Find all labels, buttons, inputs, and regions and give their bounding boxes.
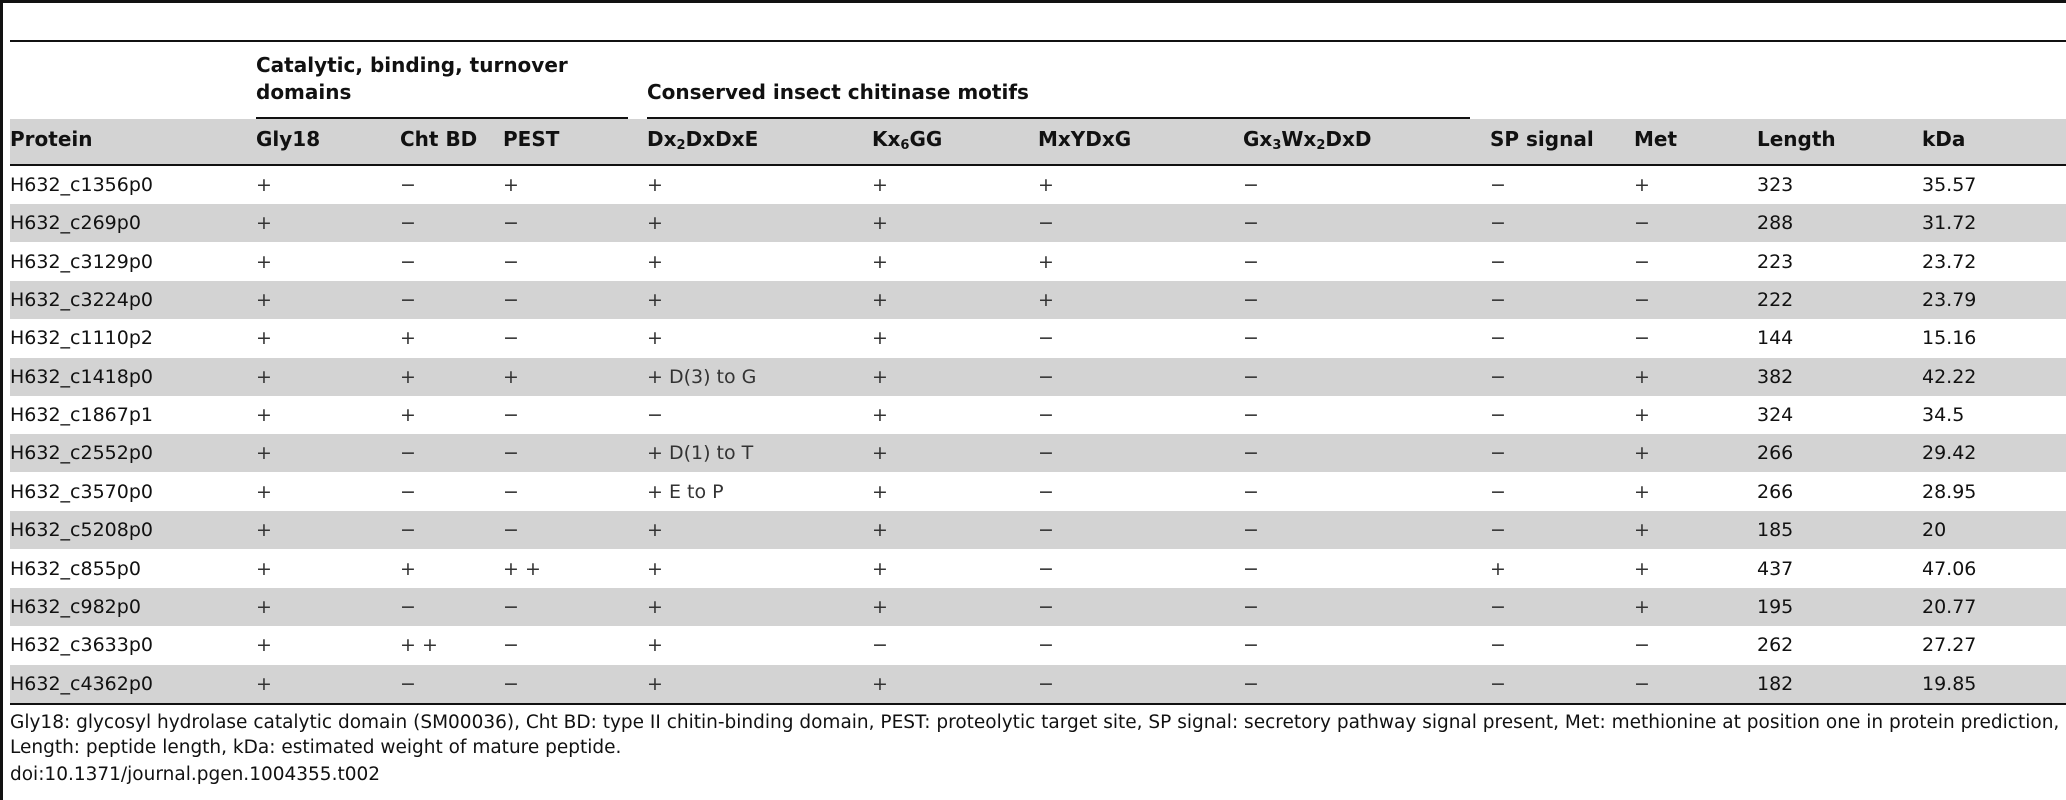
table-row <box>10 166 2066 204</box>
group-header-catalytic: Catalytic, binding, turnover domains <box>256 53 568 104</box>
cell-cht-bd: − <box>400 519 416 542</box>
cell-dx2dxdxe: + <box>647 557 663 580</box>
cell-sp-signal: − <box>1490 442 1506 465</box>
col-header-sp-signal: SP signal <box>1490 127 1594 151</box>
cell-kx6gg: + <box>872 595 888 618</box>
cell-dx2dxdxe: + <box>647 634 663 657</box>
cell-pest: − <box>503 289 519 312</box>
cell-protein: H632_c5208p0 <box>10 519 154 542</box>
table-bottom-rule <box>10 703 2066 705</box>
cell-dx2dxdxe: + D(3) to G <box>647 365 757 388</box>
cell-met: + <box>1634 519 1650 542</box>
cell-kx6gg: + <box>872 212 888 235</box>
cell-met: + <box>1634 174 1650 196</box>
cell-dx2dxdxe: + E to P <box>647 480 724 503</box>
doi-text: doi:10.1371/journal.pgen.1004355.t002 <box>10 764 381 785</box>
cell-kx6gg: + <box>872 480 888 503</box>
cell-gly18: + <box>256 442 272 465</box>
cell-kx6gg: + <box>872 672 888 695</box>
col-header-protein: Protein <box>10 127 93 151</box>
cell-length: 144 <box>1757 327 1794 350</box>
table-row <box>10 281 2066 319</box>
cell-mxydxg: − <box>1038 365 1054 388</box>
cell-mxydxg: + <box>1038 250 1054 273</box>
cell-gly18: + <box>256 404 272 427</box>
col-header-pest: PEST <box>503 127 560 151</box>
cell-kda: 15.16 <box>1922 327 1977 350</box>
cell-pest: + <box>503 174 519 196</box>
cell-kda: 23.72 <box>1922 250 1977 273</box>
cell-gx3wx2dxd: − <box>1243 634 1259 657</box>
col-header-kx6gg: $Kx_6GG$ <box>872 127 943 153</box>
cell-cht-bd: + <box>400 404 416 427</box>
cell-cht-bd: − <box>400 442 416 465</box>
cell-cht-bd: − <box>400 174 416 196</box>
cell-cht-bd: + <box>400 327 416 350</box>
cell-mxydxg: − <box>1038 557 1054 580</box>
cell-gly18: + <box>256 557 272 580</box>
cell-gly18: + <box>256 250 272 273</box>
cell-gx3wx2dxd: − <box>1243 519 1259 542</box>
table-top-rule <box>10 40 2066 42</box>
top-border <box>0 0 2066 3</box>
table-row <box>10 243 2066 281</box>
cell-mxydxg: − <box>1038 634 1054 657</box>
cell-gly18: + <box>256 365 272 388</box>
left-border <box>0 0 3 800</box>
cell-met: − <box>1634 250 1650 273</box>
cell-sp-signal: + <box>1490 557 1506 580</box>
cell-protein: H632_c855p0 <box>10 557 141 580</box>
cell-sp-signal: − <box>1490 250 1506 273</box>
cell-met: − <box>1634 327 1650 350</box>
cell-gx3wx2dxd: − <box>1243 672 1259 695</box>
group-header-motifs: Conserved insect chitinase motifs <box>647 80 1029 104</box>
cell-kx6gg: + <box>872 404 888 427</box>
cell-kda: 27.27 <box>1922 634 1977 657</box>
cell-gx3wx2dxd: − <box>1243 595 1259 618</box>
cell-met: − <box>1634 672 1650 695</box>
col-header-kda: kDa <box>1922 127 1966 151</box>
cell-kx6gg: + <box>872 442 888 465</box>
table-row <box>10 434 2066 472</box>
cell-gx3wx2dxd: − <box>1243 212 1259 235</box>
cell-kx6gg: + <box>872 557 888 580</box>
cell-mxydxg: − <box>1038 672 1054 695</box>
cell-kda: 28.95 <box>1922 480 1977 503</box>
cell-kx6gg: + <box>872 174 888 196</box>
cell-gx3wx2dxd: − <box>1243 289 1259 312</box>
cell-dx2dxdxe: + <box>647 672 663 695</box>
cell-gly18: + <box>256 174 272 196</box>
cell-gly18: + <box>256 672 272 695</box>
cell-length: 262 <box>1757 634 1794 657</box>
cell-protein: H632_c3224p0 <box>10 289 154 312</box>
cell-pest: − <box>503 672 519 695</box>
cell-kx6gg: − <box>872 634 888 657</box>
cell-kda: 42.22 <box>1922 365 1977 388</box>
cell-pest: + + <box>503 557 541 580</box>
cell-gx3wx2dxd: − <box>1243 174 1259 196</box>
cell-gx3wx2dxd: − <box>1243 327 1259 350</box>
cell-protein: H632_c1110p2 <box>10 327 154 350</box>
cell-mxydxg: − <box>1038 595 1054 618</box>
cell-length: 382 <box>1757 365 1794 388</box>
cell-kda: 23.79 <box>1922 289 1977 312</box>
cell-dx2dxdxe: + <box>647 250 663 273</box>
cell-sp-signal: − <box>1490 672 1506 695</box>
cell-dx2dxdxe: + <box>647 595 663 618</box>
cell-mxydxg: − <box>1038 480 1054 503</box>
cell-mxydxg: + <box>1038 174 1054 196</box>
cell-sp-signal: − <box>1490 212 1506 235</box>
cell-dx2dxdxe: + <box>647 289 663 312</box>
cell-length: 323 <box>1757 174 1794 196</box>
cell-kx6gg: + <box>872 365 888 388</box>
col-header-cht-bd: Cht BD <box>400 127 478 151</box>
cell-sp-signal: − <box>1490 480 1506 503</box>
cell-kda: 47.06 <box>1922 557 1977 580</box>
cell-dx2dxdxe: + <box>647 212 663 235</box>
cell-length: 266 <box>1757 480 1794 503</box>
cell-mxydxg: − <box>1038 519 1054 542</box>
cell-met: + <box>1634 404 1650 427</box>
table-row <box>10 204 2066 242</box>
cell-gly18: + <box>256 212 272 235</box>
cell-protein: H632_c3633p0 <box>10 634 154 657</box>
cell-gx3wx2dxd: − <box>1243 250 1259 273</box>
table-row <box>10 665 2066 703</box>
cell-mxydxg: + <box>1038 289 1054 312</box>
cell-dx2dxdxe: + <box>647 327 663 350</box>
table-row <box>10 588 2066 626</box>
col-header-dx2dxdxe: $Dx_2DxDxE$ <box>647 127 759 153</box>
cell-cht-bd: − <box>400 212 416 235</box>
col-header-gx3wx2dxd: $Gx_3Wx_2DxD$ <box>1243 127 1372 153</box>
cell-met: + <box>1634 480 1650 503</box>
cell-dx2dxdxe: + D(1) to T <box>647 442 754 465</box>
cell-length: 182 <box>1757 672 1794 695</box>
cell-met: − <box>1634 289 1650 312</box>
cell-dx2dxdxe: + <box>647 174 663 196</box>
cell-met: − <box>1634 634 1650 657</box>
cell-cht-bd: − <box>400 250 416 273</box>
cell-gx3wx2dxd: − <box>1243 404 1259 427</box>
col-header-met: Met <box>1634 127 1678 151</box>
cell-met: + <box>1634 595 1650 618</box>
cell-pest: − <box>503 480 519 503</box>
cell-dx2dxdxe: − <box>647 404 663 427</box>
cell-dx2dxdxe: + <box>647 519 663 542</box>
cell-pest: − <box>503 442 519 465</box>
cell-cht-bd: − <box>400 480 416 503</box>
cell-kda: 29.42 <box>1922 442 1977 465</box>
cell-mxydxg: − <box>1038 212 1054 235</box>
cell-length: 324 <box>1757 404 1794 427</box>
cell-gx3wx2dxd: − <box>1243 480 1259 503</box>
cell-mxydxg: − <box>1038 327 1054 350</box>
cell-met: + <box>1634 557 1650 580</box>
cell-protein: H632_c1418p0 <box>10 365 154 388</box>
cell-cht-bd: + + <box>400 634 438 657</box>
cell-kx6gg: + <box>872 250 888 273</box>
table-row <box>10 396 2066 434</box>
cell-met: + <box>1634 365 1650 388</box>
cell-protein: H632_c982p0 <box>10 595 141 618</box>
cell-gx3wx2dxd: − <box>1243 442 1259 465</box>
cell-met: + <box>1634 442 1650 465</box>
col-header-mxydxg: MxYDxG <box>1038 127 1132 151</box>
cell-sp-signal: − <box>1490 595 1506 618</box>
cell-pest: − <box>503 519 519 542</box>
cell-pest: − <box>503 595 519 618</box>
cell-length: 223 <box>1757 250 1794 273</box>
cell-protein: H632_c269p0 <box>10 212 141 235</box>
cell-gx3wx2dxd: − <box>1243 365 1259 388</box>
cell-kda: 19.85 <box>1922 672 1977 695</box>
cell-kda: 20 <box>1922 519 1947 542</box>
col-header-gly18: Gly18 <box>256 127 321 151</box>
cell-gly18: + <box>256 480 272 503</box>
cell-gly18: + <box>256 327 272 350</box>
cell-protein: H632_c3129p0 <box>10 250 154 273</box>
table-row <box>10 550 2066 588</box>
cell-sp-signal: − <box>1490 519 1506 542</box>
col-header-length: Length <box>1757 127 1836 151</box>
table-footnote: Gly18: glycosyl hydrolase catalytic domain (SM00036), Cht BD: type II chitin-binding domain, PEST: proteolytic target site, SP signal: secretory pathway signal present, Met: methionine at position one in protein prediction, Length: peptide length, kDa: estimated weight of mature peptide. <box>10 712 2060 758</box>
cell-sp-signal: − <box>1490 327 1506 350</box>
cell-gly18: + <box>256 519 272 542</box>
table-row <box>10 358 2066 396</box>
cell-length: 222 <box>1757 289 1794 312</box>
cell-cht-bd: − <box>400 672 416 695</box>
cell-protein: H632_c1356p0 <box>10 174 154 196</box>
cell-kx6gg: + <box>872 289 888 312</box>
cell-length: 195 <box>1757 595 1794 618</box>
cell-gly18: + <box>256 595 272 618</box>
cell-sp-signal: − <box>1490 174 1506 196</box>
cell-cht-bd: − <box>400 595 416 618</box>
cell-length: 288 <box>1757 212 1794 235</box>
cell-gx3wx2dxd: − <box>1243 557 1259 580</box>
cell-pest: − <box>503 212 519 235</box>
cell-kda: 20.77 <box>1922 595 1977 618</box>
cell-cht-bd: + <box>400 365 416 388</box>
cell-pest: + <box>503 365 519 388</box>
cell-kx6gg: + <box>872 519 888 542</box>
table-row <box>10 319 2066 357</box>
cell-kda: 31.72 <box>1922 212 1977 235</box>
table-row <box>10 626 2066 664</box>
cell-kx6gg: + <box>872 327 888 350</box>
cell-protein: H632_c4362p0 <box>10 672 154 695</box>
cell-cht-bd: − <box>400 289 416 312</box>
cell-mxydxg: − <box>1038 442 1054 465</box>
cell-cht-bd: + <box>400 557 416 580</box>
cell-sp-signal: − <box>1490 365 1506 388</box>
cell-pest: − <box>503 250 519 273</box>
cell-length: 185 <box>1757 519 1794 542</box>
cell-pest: − <box>503 327 519 350</box>
cell-kda: 34.5 <box>1922 404 1965 427</box>
cell-length: 266 <box>1757 442 1794 465</box>
cell-protein: H632_c3570p0 <box>10 480 154 503</box>
cell-kda: 35.57 <box>1922 174 1977 196</box>
table-row <box>10 511 2066 549</box>
table-row <box>10 473 2066 511</box>
cell-gly18: + <box>256 289 272 312</box>
cell-sp-signal: − <box>1490 404 1506 427</box>
cell-mxydxg: − <box>1038 404 1054 427</box>
cell-protein: H632_c1867p1 <box>10 404 154 427</box>
cell-pest: − <box>503 634 519 657</box>
cell-met: − <box>1634 212 1650 235</box>
cell-length: 437 <box>1757 557 1794 580</box>
cell-gly18: + <box>256 634 272 657</box>
cell-sp-signal: − <box>1490 634 1506 657</box>
cell-sp-signal: − <box>1490 289 1506 312</box>
cell-protein: H632_c2552p0 <box>10 442 154 465</box>
cell-pest: − <box>503 404 519 427</box>
